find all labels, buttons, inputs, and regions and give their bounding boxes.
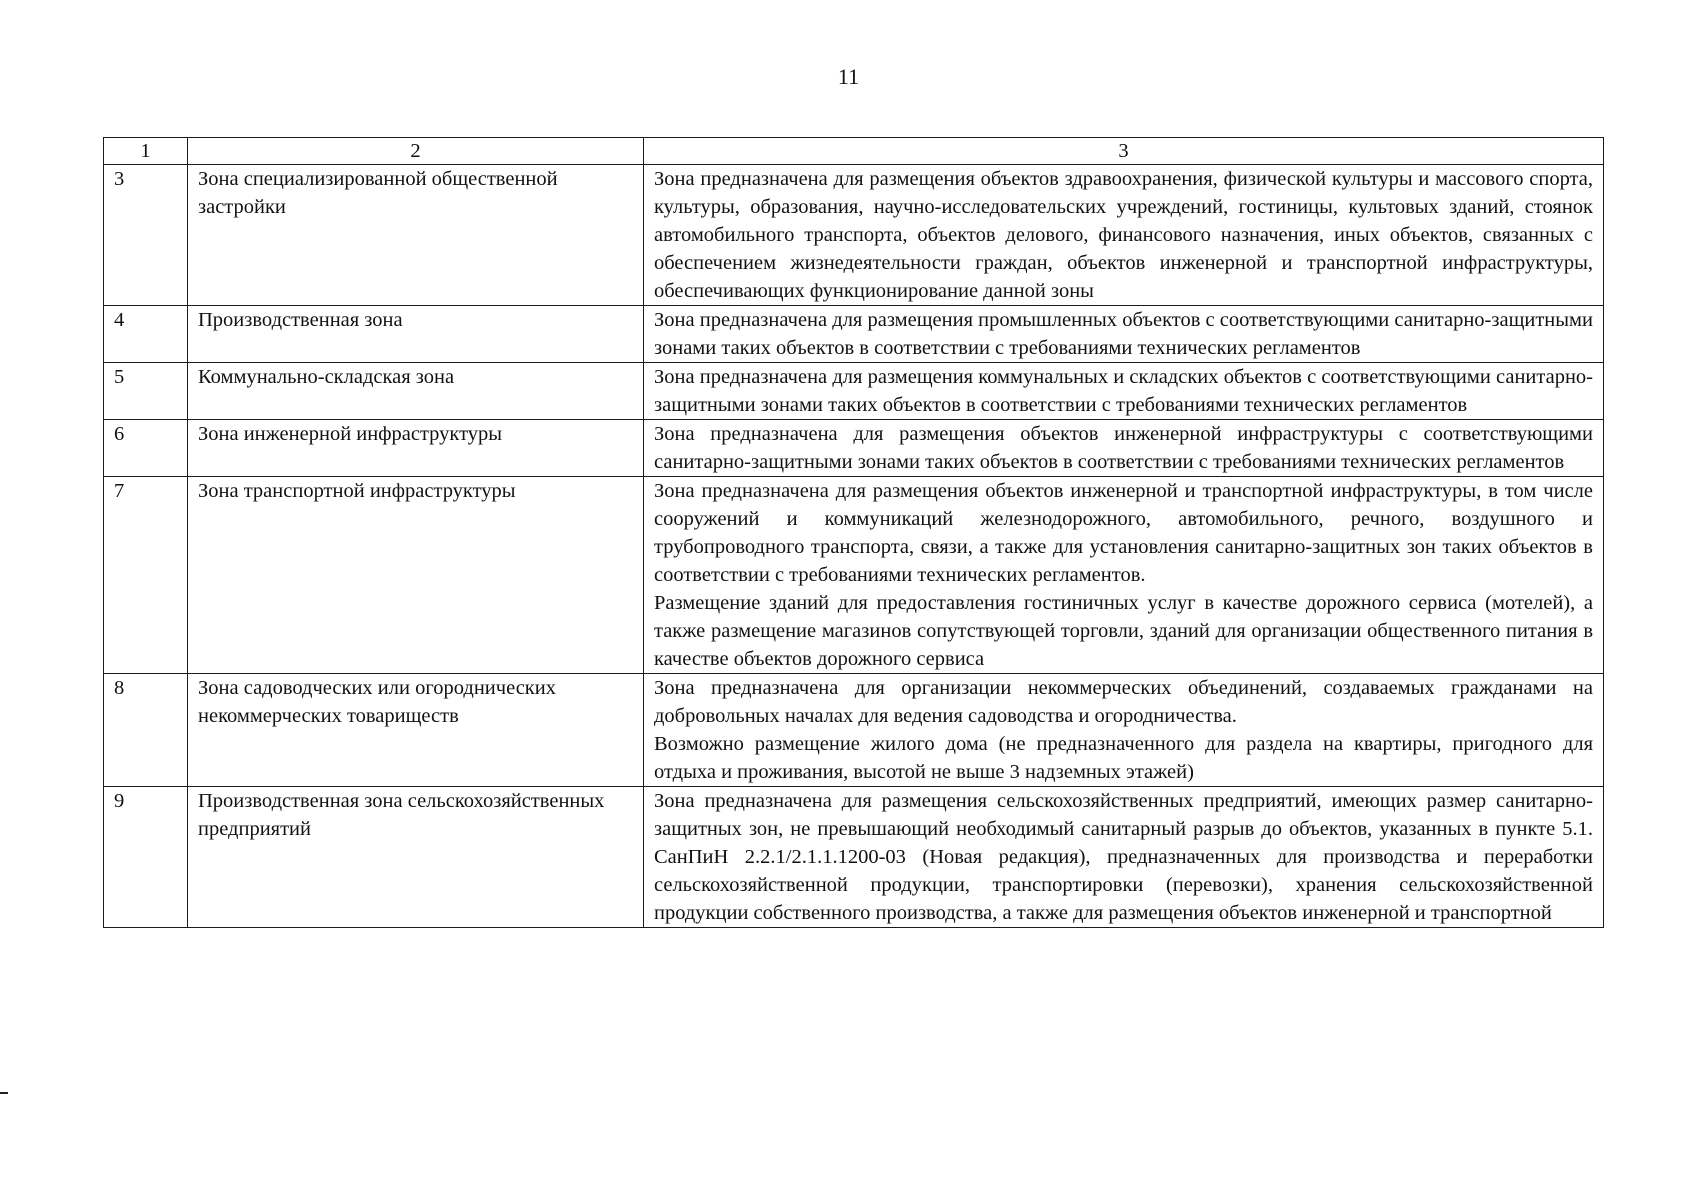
description-paragraph: Зона предназначена для организации некоммерческих объединений, создаваемых гражданами на добровольных началах для ведения садоводства и огородничества. (654, 677, 1593, 727)
description-paragraph: Зона предназначена для размещения промышленных объектов с соответствующими санитарно-защитными зонами таких объектов в соответствии с требованиями технических регламентов (654, 309, 1593, 359)
description-paragraph: Зона предназначена для размещения сельскохозяйственных предприятий, имеющих размер санитарно-защитных зон, не превышающий необходимый санитарный разрыв до объектов, указанных в пункте 5.1. СанПиН 2.2.1/2.1.1.1200-03 (Новая редакция), предназначенных для производства и переработки сельскохозяйственной продукции, транспортировки (перевозки), хранения сельскохозяйственной продукции собственного производства, а также для размещения объектов инженерной и транспортной (654, 790, 1593, 924)
table-row (104, 420, 1604, 477)
table-row (104, 363, 1604, 420)
row-number: 4 (104, 306, 188, 363)
description-paragraph: Зона предназначена для размещения коммунальных и складских объектов с соответствующими санитарно-защитными зонами таких объектов в соответствии с требованиями технических регламентов (654, 366, 1593, 416)
zone-description (644, 420, 1604, 477)
row-number: 6 (104, 420, 188, 477)
row-number: 3 (104, 165, 188, 306)
zones-table (103, 137, 1604, 928)
zone-description (644, 165, 1604, 306)
zone-description (644, 674, 1604, 787)
table-row (104, 674, 1604, 787)
description-paragraph: Зона предназначена для размещения объектов здравоохранения, физической культуры и массового спорта, культуры, образования, научно-исследовательских учреждений, гостиницы, культовых зданий, стоянок автомобильного транспорта, объектов делового, финансового назначения, иных объектов, связанных с обеспечением жизнедеятельности граждан, объектов инженерной и транспортной инфраструктуры, обеспечивающих функционирование данной зоны (654, 168, 1593, 302)
zone-description (644, 477, 1604, 674)
table-row (104, 165, 1604, 306)
header-col-2: 2 (188, 138, 644, 165)
table-body (104, 165, 1604, 928)
page-number: 11 (837, 64, 860, 89)
zone-name: Зона инженерной инфраструктуры (188, 420, 644, 477)
zone-name: Зона транспортной инфраструктуры (188, 477, 644, 674)
description-paragraph: Возможно размещение жилого дома (не предназначенного для раздела на квартиры, пригодного для отдыха и проживания, высотой не выше 3 надземных этажей) (654, 733, 1593, 783)
zone-description (644, 787, 1604, 928)
table-row (104, 787, 1604, 928)
zone-name: Зона специализированной общественной застройки (188, 165, 644, 306)
header-col-3: 3 (644, 138, 1604, 165)
zone-description (644, 306, 1604, 363)
table-row (104, 306, 1604, 363)
description-paragraph: Зона предназначена для размещения объектов инженерной и транспортной инфраструктуры, в том числе сооружений и коммуникаций железнодорожного, автомобильного, речного, воздушного и трубопроводного транспорта, связи, а также для установления санитарно-защитных зон таких объектов в соответствии с требованиями технических регламентов. (654, 480, 1593, 586)
zone-name: Коммунально-складская зона (188, 363, 644, 420)
row-number: 8 (104, 674, 188, 787)
zone-name: Производственная зона сельскохозяйственных предприятий (188, 787, 644, 928)
description-paragraph: Зона предназначена для размещения объектов инженерной инфраструктуры с соответствующими санитарно-защитными зонами таких объектов в соответствии с требованиями технических регламентов (654, 423, 1593, 473)
header-col-1: 1 (104, 138, 188, 165)
row-number: 7 (104, 477, 188, 674)
table-row (104, 477, 1604, 674)
table-header (104, 138, 1604, 165)
description-paragraph: Размещение зданий для предоставления гостиничных услуг в качестве дорожного сервиса (мотелей), а также размещение магазинов сопутствующей торговли, зданий для организации общественного питания в качестве объектов дорожного сервиса (654, 592, 1593, 670)
zone-description (644, 363, 1604, 420)
header-row (104, 138, 1604, 165)
zone-name: Производственная зона (188, 306, 644, 363)
row-number: 5 (104, 363, 188, 420)
margin-mark (0, 1092, 8, 1094)
row-number: 9 (104, 787, 188, 928)
zone-name: Зона садоводческих или огороднических некоммерческих товариществ (188, 674, 644, 787)
